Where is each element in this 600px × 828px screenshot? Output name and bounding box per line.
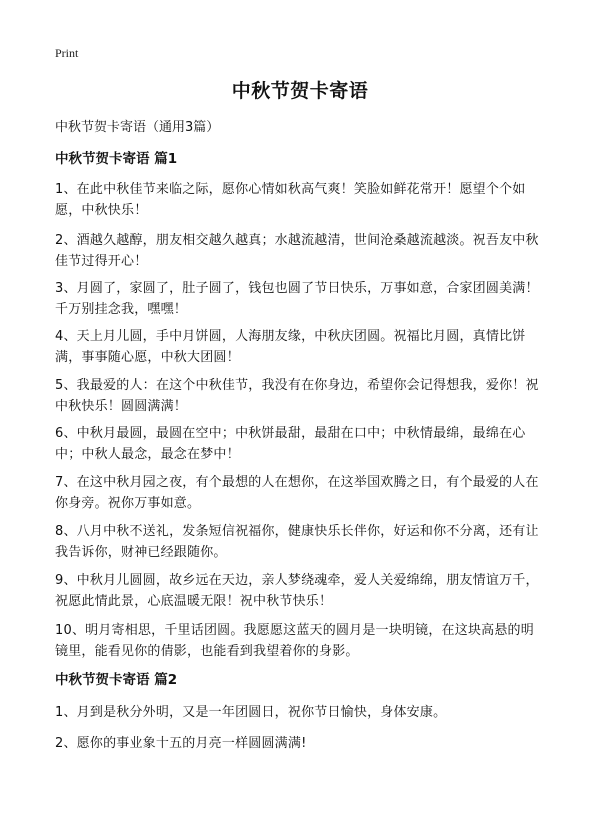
greeting-item: 4、天上月儿圆，手中月饼圆，人海朋友缘，中秋庆团圆。祝福比月圆，真情比饼满，事事随心愿，中秋大团圆！ bbox=[55, 329, 526, 365]
greeting-item: 7、在这中秋月园之夜，有个最想的人在想你，在这举国欢腾之日，有个最爱的人在你身旁。祝你万事如意。 bbox=[55, 475, 539, 511]
greeting-item: 2、愿你的事业象十五的月亮一样圆圆满满! bbox=[55, 736, 307, 751]
greeting-item: 8、八月中秋不送礼，发条短信祝福你，健康快乐长伴你，好运和你不分离，还有让我告诉你，财神已经跟随你。 bbox=[55, 524, 539, 560]
greeting-item: 3、月圆了，家圆了，肚子圆了，钱包也圆了节日快乐，万事如意，合家团圆美满！千万别挂念我，嘿嘿！ bbox=[55, 281, 539, 317]
greeting-item: 6、中秋月最圆，最圆在空中；中秋饼最甜，最甜在口中；中秋情最绵，最绵在心中；中秋人最念，最念在梦中！ bbox=[55, 426, 526, 462]
greeting-item: 9、中秋月儿圆圆，故乡远在天边，亲人梦绕魂牵，爱人关爱绵绵，朋友情谊万千，祝愿此情此景，心底温暖无限！祝中秋节快乐！ bbox=[55, 573, 539, 609]
section-heading-2: 中秋节贺卡寄语 篇2 bbox=[55, 672, 178, 688]
greeting-item: 10、明月寄相思，千里话团圆。我愿愿这蓝天的圆月是一块明镜，在这块高悬的明镜里，能看见你的倩影，也能看到我望着你的身影。 bbox=[55, 623, 534, 659]
greeting-item: 2、酒越久越醇，朋友相交越久越真；水越流越清，世间沧桑越流越淡。祝吾友中秋佳节过得开心！ bbox=[55, 233, 539, 269]
section-heading-1: 中秋节贺卡寄语 篇1 bbox=[55, 151, 178, 167]
document-subtitle: 中秋节贺卡寄语（通用3篇） bbox=[55, 120, 220, 135]
document-title: 中秋节贺卡寄语 bbox=[231, 80, 369, 102]
print-link[interactable]: Print bbox=[55, 46, 79, 60]
greeting-item: 1、在此中秋佳节来临之际，愿你心情如秋高气爽！笑脸如鲜花常开！愿望个个如愿，中秋快乐！ bbox=[55, 182, 526, 218]
greeting-item: 5、我最爱的人：在这个中秋佳节，我没有在你身边，希望你会记得想我，爱你！祝中秋快乐！圆圆满满！ bbox=[55, 378, 539, 414]
greeting-item: 1、月到是秋分外明，又是一年团圆日，祝你节日愉快，身体安康。 bbox=[55, 705, 447, 720]
